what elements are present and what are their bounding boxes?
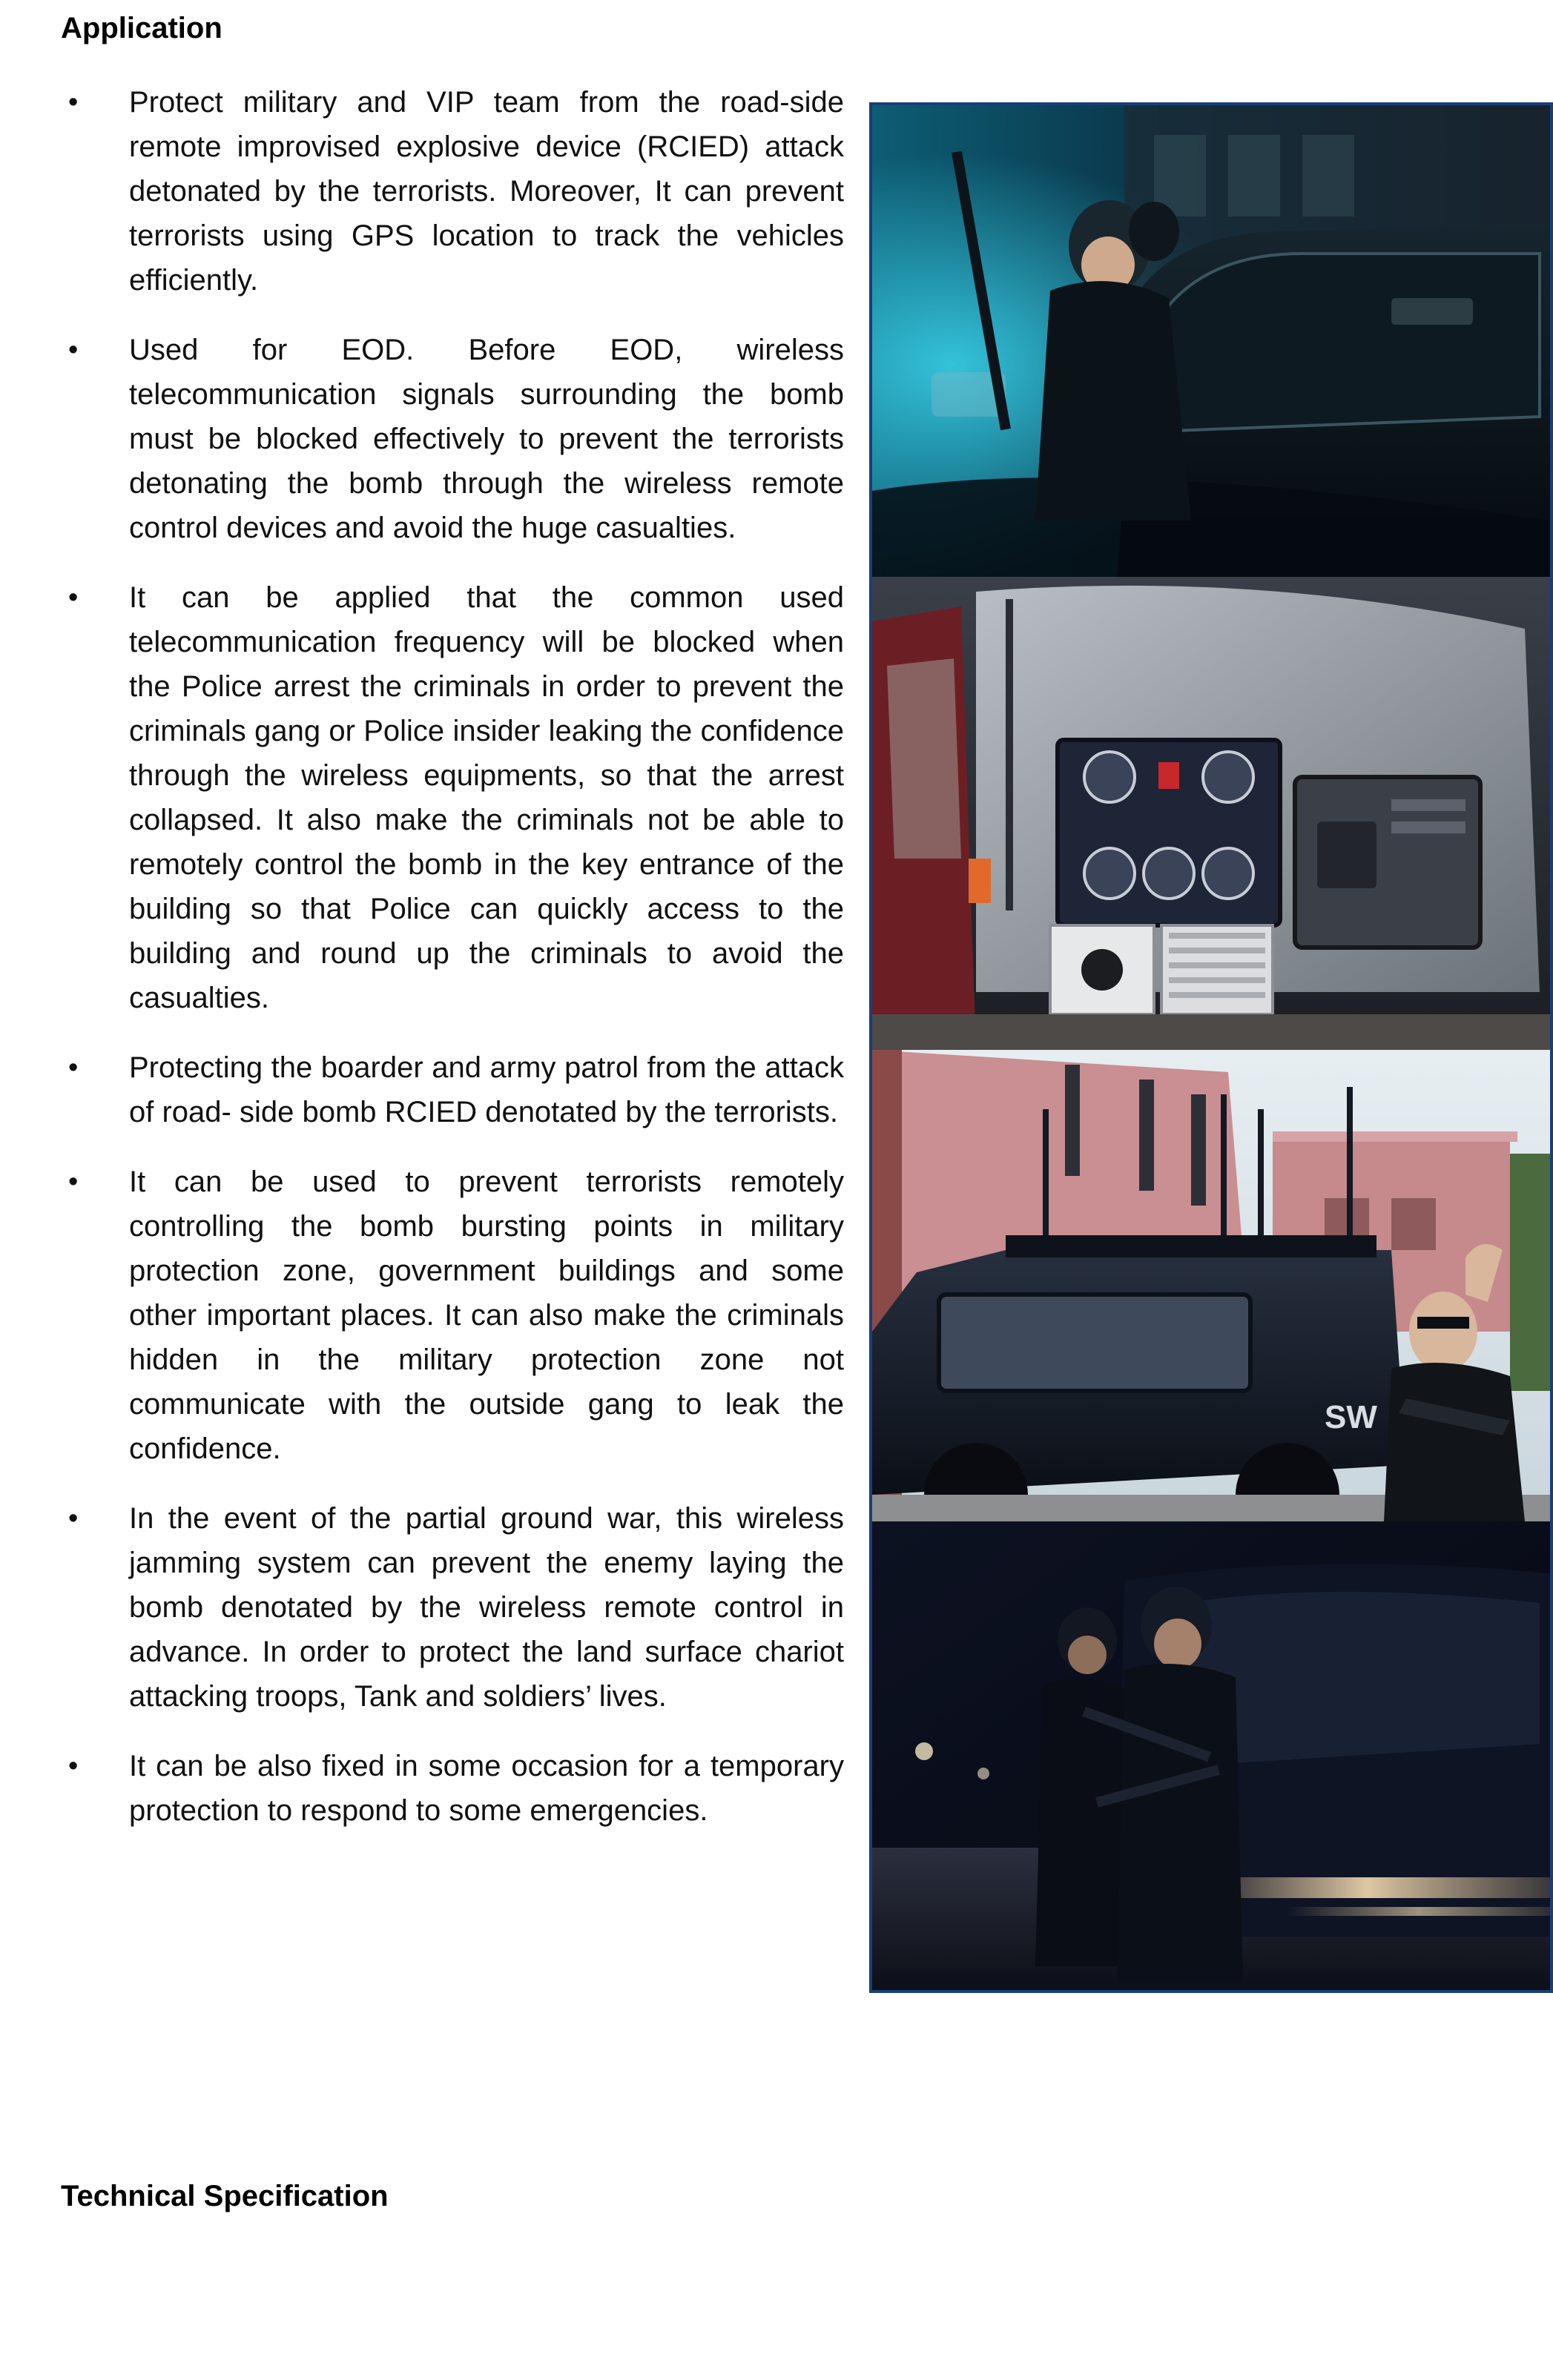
bullet-icon: • xyxy=(68,1503,79,1534)
bullet-text: It can be used to prevent terrorists remotely controlling the bomb bursting points in military protection zone, government buildings and some other important places. It can also make the criminals hidden in the military protection zone not communicate with the outside gang to leak the confidence. xyxy=(129,1166,844,1465)
bullet-icon: • xyxy=(68,1166,79,1197)
application-heading: Application xyxy=(61,12,222,44)
vehicle-marking-text: SW xyxy=(1325,1399,1377,1435)
bullet-text: Used for EOD. Before EOD, wireless telecommunication signals surrounding the bomb must be blocked effectively to prevent the terrorists detonating the bomb through the wireless remote control devices and avoid the huge casualties. xyxy=(129,334,844,544)
bullet-icon: • xyxy=(68,1052,79,1083)
photo-jammer-equipment-in-vehicle-art xyxy=(872,577,1550,1050)
application-bullet-item xyxy=(64,575,844,1020)
application-bullet-item xyxy=(64,80,844,303)
photo-officers-beside-vehicle-night xyxy=(872,1521,1550,1993)
bullet-text: In the event of the partial ground war, this wireless jamming system can prevent the enemy laying the bomb denotated by the wireless remote control in advance. In order to protect the land surface chariot attacking troops, Tank and soldiers’ lives. xyxy=(129,1502,844,1713)
bullet-icon: • xyxy=(68,582,79,613)
photo-soldier-beside-vehicle-art xyxy=(872,105,1550,577)
application-bullet-item xyxy=(64,328,844,550)
photo-soldier-beside-vehicle xyxy=(872,105,1550,577)
photo-officers-beside-vehicle-night-art xyxy=(872,1521,1550,1993)
bullet-text: It can be also fixed in some occasion for a temporary protection to respond to some emergencies. xyxy=(129,1750,844,1827)
application-bullet-item xyxy=(64,1496,844,1719)
technical-specification-heading: Technical Specification xyxy=(61,2180,389,2212)
application-bullet-item xyxy=(64,1045,844,1134)
application-bullet-item xyxy=(64,1160,844,1471)
bullet-icon: • xyxy=(68,334,79,366)
photo-strip xyxy=(869,102,1553,1993)
bullet-icon: • xyxy=(68,87,79,118)
photo-armored-suv-with-antennas-art xyxy=(872,1050,1550,1521)
bullet-text: It can be applied that the common used telecommunication frequency will be blocked when the Police arrest the criminals in order to prevent the criminals gang or Police insider leaking the confidence through the wireless equipments, so that the arrest collapsed. It also make the criminals not be able to remotely control the bomb in the key entrance of the building so that Police can quickly access to the building and round up the criminals to avoid the casualties. xyxy=(129,581,844,1014)
bullet-text: Protect military and VIP team from the road-side remote improvised explosive device (RCIED) attack detonated by the terrorists. Moreover, It can prevent terrorists using GPS location to track the vehicles efficiently. xyxy=(129,86,844,297)
application-bullet-list xyxy=(64,80,844,1858)
application-bullet-item xyxy=(64,1744,844,1833)
photo-jammer-equipment-in-vehicle xyxy=(872,577,1550,1050)
bullet-text: Protecting the boarder and army patrol from the attack of road- side bomb RCIED denotated by the terrorists. xyxy=(129,1051,844,1128)
bullet-icon: • xyxy=(68,1751,79,1782)
photo-armored-suv-with-antennas xyxy=(872,1050,1550,1521)
